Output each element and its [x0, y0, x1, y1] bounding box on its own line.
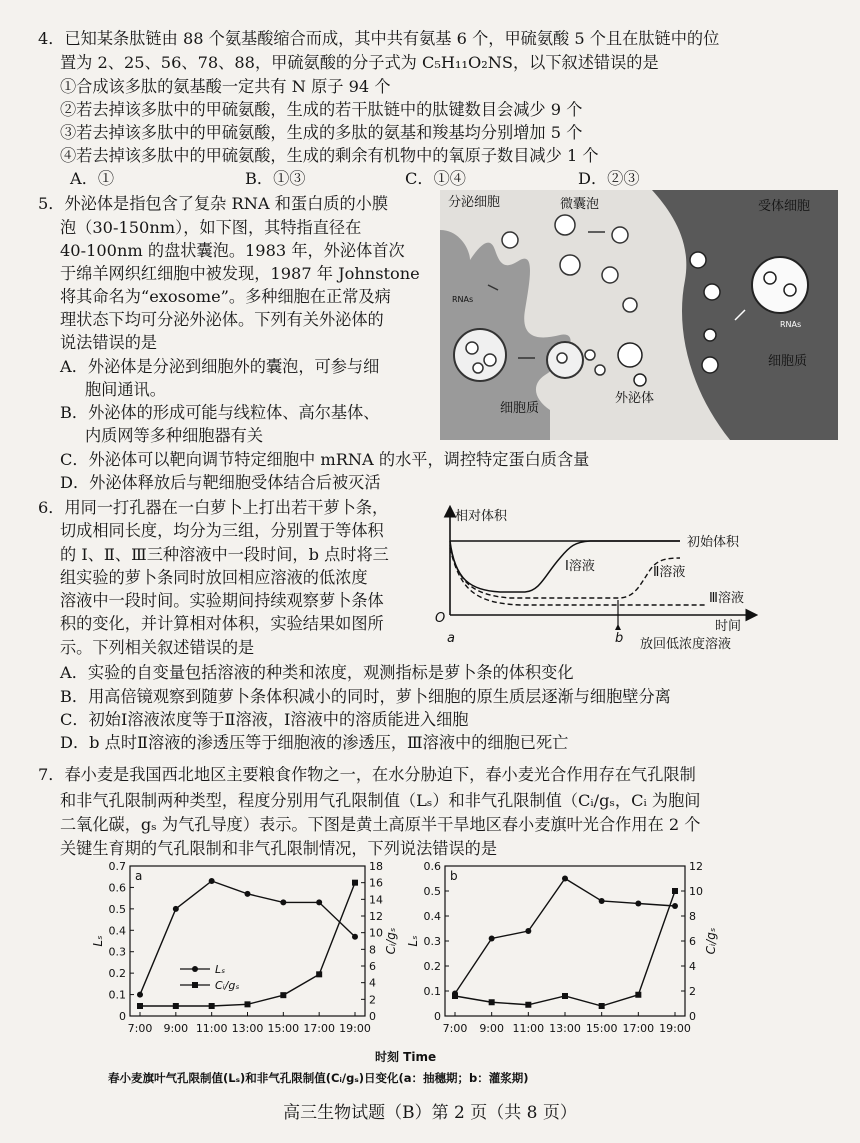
- cigs-point: [562, 993, 568, 999]
- q4-stem-line2: 置为 2、25、56、78、88，甲硫氨酸的分子式为 C₅H₁₁O₂NS，以下叙述错误的是: [60, 53, 659, 72]
- right-tick-label: 8: [689, 910, 696, 923]
- q6-line2: 切成相同长度，均分为三组，分别置于等体积: [60, 521, 384, 540]
- legend-cigs-label: Cᵢ/gₛ: [215, 979, 240, 992]
- ls-point: [672, 903, 678, 909]
- label-exosome: 外泌体: [615, 391, 655, 406]
- x-tick-label: 13:00: [231, 1022, 264, 1035]
- ylabel-right: Cᵢ/gₛ: [704, 927, 718, 955]
- ls-point: [635, 901, 641, 907]
- right-tick-label: 0: [689, 1010, 696, 1023]
- q6-option-b[interactable]: B．用高倍镜观察到随萝卜条体积减小的同时，萝卜细胞的原生质层逐渐与细胞壁分离: [60, 687, 671, 706]
- vesicle: [473, 363, 483, 373]
- ls-point: [599, 898, 605, 904]
- legend-ls-label: Lₛ: [215, 963, 226, 976]
- cigs-point: [635, 992, 641, 998]
- q7-line1: 7．春小麦是我国西北地区主要粮食作物之一，在水分胁迫下，春小麦光合作用存在气孔限制: [38, 765, 696, 784]
- chart-caption: 春小麦旗叶气孔限制值(Lₛ)和非气孔限制值(Cᵢ/gₛ)日变化(a：抽穗期；b：灌浆期): [108, 1071, 529, 1085]
- cigs-point: [599, 1003, 605, 1009]
- q4-statement-3: ③若去掉该多肽中的甲硫氨酸，生成的多肽的氨基和羧基均分别增加 5 个: [60, 123, 583, 142]
- q6-line7: 示。下列相关叙述错误的是: [60, 638, 255, 657]
- x-tick-label: 19:00: [659, 1022, 691, 1035]
- microvesicle-dot: [623, 298, 637, 312]
- chart-a: [91, 860, 398, 1035]
- label-initial-volume: 初始体积: [687, 535, 740, 550]
- vesicle: [764, 272, 776, 284]
- q5-option-a-line1[interactable]: A．外泌体是分泌到细胞外的囊泡，可参与细: [60, 357, 380, 376]
- right-tick-label: 4: [689, 960, 696, 973]
- ls-point: [245, 891, 251, 897]
- q4-option-b[interactable]: B．①③: [245, 169, 306, 188]
- cigs-point: [173, 1003, 179, 1009]
- q7-line4: 关键生育期的气孔限制和非气孔限制情况，下列说法错误的是: [60, 839, 498, 858]
- right-tick-label: 10: [689, 885, 703, 898]
- right-tick-label: 8: [369, 943, 376, 957]
- x-tick-label: 9:00: [479, 1022, 505, 1035]
- internalized-vesicle: [690, 252, 706, 268]
- q5-option-a-line2: 胞间通讯。: [85, 380, 166, 399]
- plot-frame: [130, 866, 365, 1016]
- q6-line1: 6．用同一打孔器在一白萝卜上打出若干萝卜条，: [38, 498, 389, 517]
- x-tick-label: 17:00: [622, 1022, 655, 1035]
- ls-point: [352, 934, 358, 940]
- right-tick-label: 12: [689, 860, 703, 873]
- q4-stem-line1: 4．已知某条肽链由 88 个氨基酸缩合而成，其中共有氨基 6 个，甲硫氨酸 5 个且在肽链中的位: [38, 29, 720, 48]
- graph-origin: O: [435, 611, 446, 626]
- series-ls-line: [140, 881, 355, 995]
- q5-line4: 于绵羊网织红细胞中被发现，1987 年 Johnstone: [60, 264, 420, 283]
- left-tick-label: 0.7: [108, 860, 126, 873]
- ls-point: [173, 906, 179, 912]
- left-tick-label: 0.5: [423, 885, 441, 898]
- right-tick-label: 2: [689, 985, 696, 998]
- label-secreting-cell: 分泌细胞: [448, 195, 501, 210]
- ylabel-left: Lₛ: [91, 935, 105, 947]
- series-ls-line: [455, 879, 675, 994]
- relative-volume-graph: [425, 500, 765, 658]
- left-tick-label: 0.1: [108, 988, 126, 1002]
- q5-line7: 说法错误的是: [60, 333, 158, 352]
- label-receptor-cell: 受体细胞: [758, 199, 811, 214]
- q5-option-b-line2: 内质网等多种细胞器有关: [85, 426, 264, 445]
- cigs-point: [672, 888, 678, 894]
- page-footer: 高三生物试题（B）第 2 页（共 8 页）: [283, 1103, 577, 1123]
- q6-line5: 溶液中一段时间。实验期间持续观察萝卜条体: [60, 591, 384, 610]
- left-tick-label: 0.1: [423, 985, 441, 998]
- ylabel-left: Lₛ: [406, 935, 420, 947]
- microvesicle-dot: [602, 267, 618, 283]
- left-tick-label: 0: [434, 1010, 441, 1023]
- vesicle: [784, 284, 796, 296]
- cigs-point: [489, 999, 495, 1005]
- q5-option-d[interactable]: D．外泌体释放后与靶细胞受体结合后被灭活: [60, 473, 381, 492]
- label-microvesicle: 微囊泡: [560, 197, 600, 212]
- left-tick-label: 0.2: [108, 967, 126, 981]
- q6-option-a[interactable]: A．实验的自变量包括溶液的种类和浓度，观测指标是萝卜条的体积变化: [60, 663, 574, 682]
- q4-option-a[interactable]: A．①: [70, 169, 115, 188]
- right-tick-label: 10: [369, 926, 383, 940]
- cigs-point: [245, 1001, 251, 1007]
- q5-line2: 泡（30-150nm），如下图，其特指直径在: [60, 218, 362, 237]
- exosome-diagram: [440, 190, 838, 440]
- q7-line2: 和非气孔限制两种类型，程度分别用气孔限制值（Lₛ）和非气孔限制值（Cᵢ/gₛ，Cᵢ 为胞间: [60, 791, 701, 810]
- q5-option-b-line1[interactable]: B．外泌体的形成可能与线粒体、高尔基体、: [60, 403, 380, 422]
- left-tick-label: 0.6: [108, 881, 126, 895]
- x-tick-label: 15:00: [267, 1022, 300, 1035]
- ls-point: [525, 928, 531, 934]
- graph-b-label: b: [615, 631, 624, 646]
- q5-option-c[interactable]: C．外泌体可以靶向调节特定细胞中 mRNA 的水平，调控特定蛋白质含量: [60, 450, 590, 469]
- q4-option-c[interactable]: C．①④: [405, 169, 466, 188]
- b-up-arrow: [615, 624, 621, 630]
- x-tick-label: 7:00: [442, 1022, 468, 1035]
- vesicle: [557, 353, 567, 363]
- label-cytoplasm-right: 细胞质: [768, 354, 808, 369]
- panel-label: a: [135, 869, 143, 883]
- right-tick-label: 6: [689, 935, 696, 948]
- vesicle-near-membrane: [618, 343, 642, 367]
- internalized-vesicle: [702, 357, 718, 373]
- label-rnas-right: RNAs: [780, 320, 802, 329]
- q5-line1: 5．外泌体是指包含了复杂 RNA 和蛋白质的小膜: [38, 194, 389, 213]
- x-tick-label: 13:00: [549, 1022, 581, 1035]
- vesicle: [466, 342, 478, 354]
- x-tick-label: 11:00: [195, 1022, 228, 1035]
- microvesicle-dot: [502, 232, 518, 248]
- panel-label: b: [450, 869, 458, 883]
- ls-point: [562, 876, 568, 882]
- exosome: [585, 350, 595, 360]
- label-solution-3: Ⅲ溶液: [709, 591, 744, 606]
- q4-statement-1: ①合成该多肽的氨基酸一定共有 N 原子 94 个: [60, 77, 391, 96]
- q6-line3: 的 Ⅰ、Ⅱ、Ⅲ三种溶液中一段时间，b 点时将三: [60, 545, 389, 564]
- left-tick-label: 0.5: [108, 902, 126, 916]
- q7-line3: 二氧化碳，gₛ 为气孔导度）表示。下图是黄土高原半干旱地区春小麦旗叶光合作用在 2 个: [60, 815, 701, 834]
- series-cigs-line: [140, 883, 355, 1006]
- q6-line6: 积的变化，并计算相对体积，实验结果如图所: [60, 614, 384, 633]
- q5-line5: 将其命名为“exosome”。多种细胞在正常及病: [60, 287, 391, 306]
- ls-point: [280, 899, 286, 905]
- q4-statement-2: ②若去掉该多肽中的甲硫氨酸，生成的若干肽链中的肽键数目会减少 9 个: [60, 100, 583, 119]
- microvesicle-dot: [560, 255, 580, 275]
- x-tick-label: 7:00: [127, 1022, 153, 1035]
- internalized-vesicle: [704, 284, 720, 300]
- left-tick-label: 0.4: [423, 910, 441, 923]
- q6-option-c[interactable]: C．初始Ⅰ溶液浓度等于Ⅱ溶液，Ⅰ溶液中的溶质能进入细胞: [60, 710, 469, 729]
- cigs-point: [137, 1003, 143, 1009]
- q5-line3: 40-100nm 的盘状囊泡。1983 年，外泌体首次: [60, 241, 405, 260]
- right-tick-label: 0: [369, 1010, 376, 1023]
- internalized-vesicle: [704, 329, 716, 341]
- cigs-point: [452, 993, 458, 999]
- cigs-point: [525, 1002, 531, 1008]
- exosome: [595, 365, 605, 375]
- ls-point: [137, 992, 143, 998]
- right-tick-label: 4: [369, 976, 376, 990]
- left-tick-label: 0: [119, 1010, 126, 1023]
- label-rnas-left: RNAs: [452, 295, 474, 304]
- left-tick-label: 0.4: [108, 924, 126, 938]
- cigs-point: [352, 880, 358, 886]
- right-tick-label: 6: [369, 960, 376, 973]
- legend-ls-marker: [192, 966, 198, 972]
- chart-b: [406, 860, 718, 1035]
- q4-option-d[interactable]: D．②③: [578, 169, 640, 188]
- right-tick-label: 18: [369, 860, 383, 873]
- x-tick-label: 17:00: [303, 1022, 336, 1035]
- x-tick-label: 15:00: [585, 1022, 618, 1035]
- vesicle: [484, 354, 496, 366]
- label-cytoplasm-left: 细胞质: [500, 401, 540, 416]
- label-solution-2: Ⅱ溶液: [653, 565, 686, 580]
- q6-line4: 组实验的萝卜条同时放回相应溶液的低浓度: [60, 568, 368, 587]
- graph-a-label: a: [447, 631, 455, 646]
- right-tick-label: 12: [369, 910, 383, 923]
- ls-point: [209, 878, 215, 884]
- x-tick-label: 9:00: [163, 1022, 189, 1035]
- left-tick-label: 0.3: [423, 935, 441, 948]
- right-tick-label: 16: [369, 876, 383, 890]
- ls-point: [489, 936, 495, 942]
- left-tick-label: 0.2: [423, 960, 441, 973]
- vesicle-near-membrane: [634, 374, 646, 386]
- left-tick-label: 0.6: [423, 860, 441, 873]
- x-tick-label: 11:00: [512, 1022, 545, 1035]
- q6-option-d[interactable]: D．b 点时Ⅱ溶液的渗透压等于细胞液的渗透压，Ⅲ溶液中的细胞已死亡: [60, 733, 569, 752]
- label-solution-1: Ⅰ溶液: [565, 559, 595, 574]
- cigs-point: [209, 1003, 215, 1009]
- legend-cigs-marker: [192, 982, 198, 988]
- x-axis-title: 时刻 Time: [375, 1050, 437, 1064]
- q4-statement-4: ④若去掉该多肽中的甲硫氨酸，生成的剩余有机物中的氧原子数目减少 1 个: [60, 146, 599, 165]
- x-tick-label: 19:00: [339, 1022, 371, 1035]
- cigs-point: [280, 992, 286, 998]
- right-tick-label: 2: [369, 993, 376, 1007]
- graph-ylabel: 相对体积: [455, 509, 508, 524]
- graph-xlabel: 时间: [715, 619, 742, 634]
- ls-point: [316, 899, 322, 905]
- q5-line6: 理状态下均可分泌外泌体。下列有关外泌体的: [60, 310, 384, 329]
- microvesicle-dot: [555, 215, 575, 235]
- receptor-multivesicular-body: [752, 257, 808, 313]
- microvesicle-dot: [612, 227, 628, 243]
- stomatal-limitation-charts: [90, 858, 750, 1088]
- ylabel-right: Cᵢ/gₛ: [384, 927, 398, 955]
- cigs-point: [316, 971, 322, 977]
- label-return-low-concentration: 放回低浓度溶液: [640, 637, 732, 652]
- left-tick-label: 0.3: [108, 945, 126, 959]
- right-tick-label: 14: [369, 893, 383, 907]
- series-cigs-line: [455, 891, 675, 1006]
